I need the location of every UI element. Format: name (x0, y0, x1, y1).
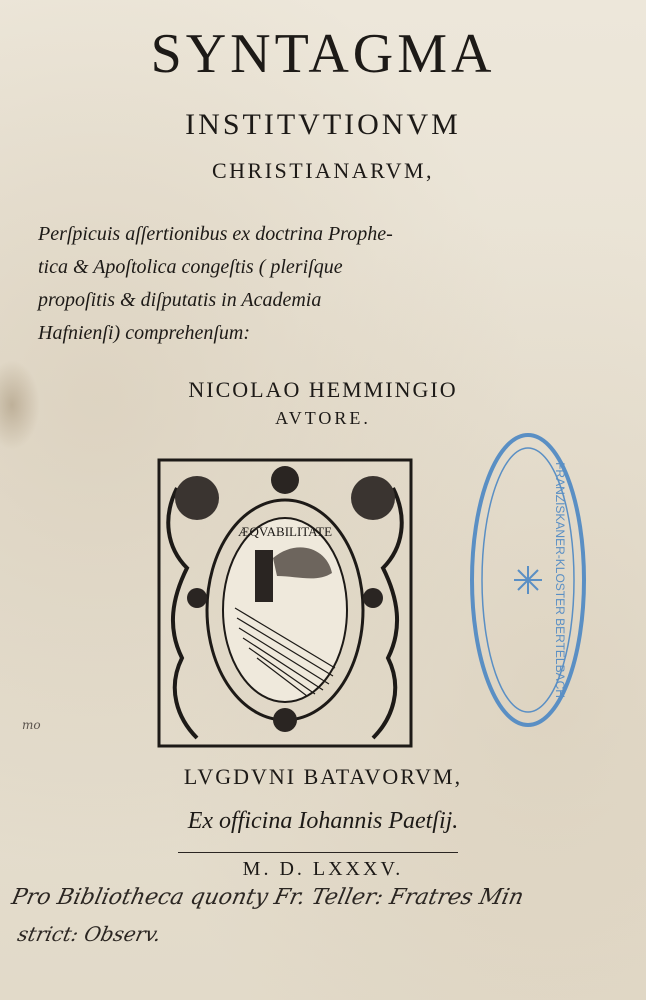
stamp-text: FRANZISKANER-KLOSTER BERTELBACH (553, 462, 567, 698)
paper-stain (0, 360, 40, 450)
subtitle-line-2: CHRISTIANARVM, (211, 158, 435, 183)
handwritten-inscription-line-2: strict: Observ. (15, 922, 164, 946)
description-line: propoſitis & diſputatis in Academia (38, 289, 322, 311)
date-rule (178, 852, 458, 853)
book-title: SYNTAGMA (150, 23, 496, 85)
library-stamp (468, 430, 588, 730)
description-line: Perſpicuis aſſertionibus ex doctrina Prophe- (38, 223, 393, 245)
author-label: AVTORE. (275, 408, 371, 428)
place-of-publication: LVGDVNI BATAVORVM, (183, 764, 463, 789)
printers-device-emblem (157, 458, 413, 748)
margin-note: mo (22, 718, 41, 732)
printer-line: Ex officina Iohannis Paetſij. (187, 808, 459, 834)
publication-date: M. D. LXXXV. (242, 858, 404, 880)
description-line: Hafnienſi) comprehenſum: (38, 322, 250, 344)
handwritten-inscription-line-1: Pro Bibliotheca quonty Fr. Teller: Fratres Min (9, 885, 526, 910)
description-line: tica & Apoſtolica congeſtis ( pleriſque (38, 256, 343, 278)
author-name: NICOLAO HEMMINGIO (188, 377, 458, 402)
emblem-motto: ÆQVABILITATE (237, 524, 333, 539)
subtitle-line-1: INSTITVTIONVM (185, 108, 461, 141)
description-text (38, 218, 558, 350)
